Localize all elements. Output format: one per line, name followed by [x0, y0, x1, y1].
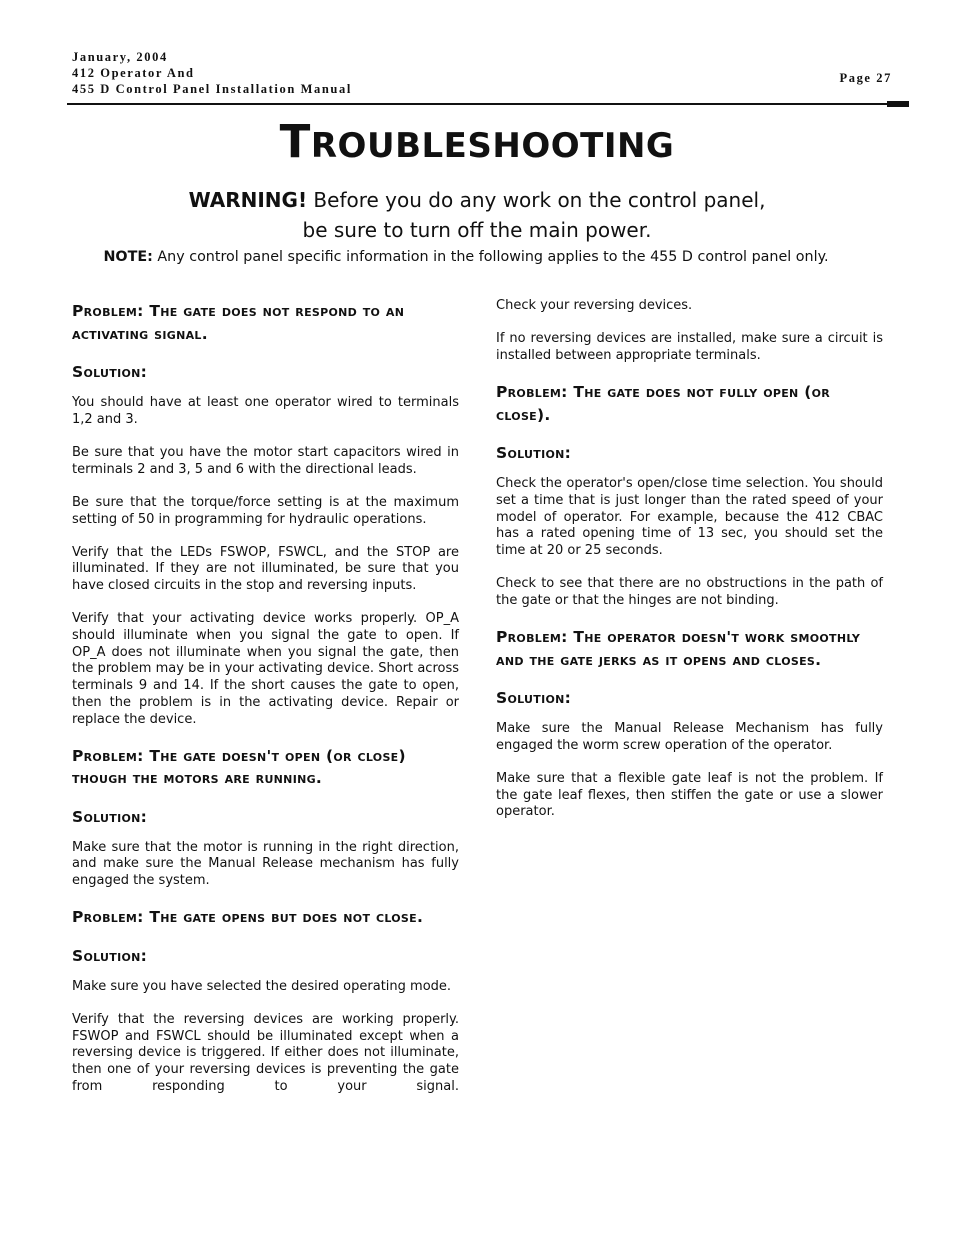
solution-paragraph: Make sure you have selected the desired operating mode.: [72, 978, 452, 994]
solution-paragraph: Verify that the reversing devices are working properly. FSWOP and FSWCL should be illuminated except when a reversing device is triggered. If either does not illuminate, then one of your reversing devices is preventing the gate from responding to your signal.: [72, 1012, 459, 1094]
solution-heading: Solution:: [496, 689, 572, 708]
header-manual-title: 455 D Control Panel Installation Manual: [72, 82, 352, 96]
solution-paragraph: You should have at least one operator wired to terminals 1,2 and 3.: [72, 395, 459, 427]
right-column: [496, 298, 883, 838]
solution-heading: Solution:: [496, 444, 572, 463]
header-rule: [67, 103, 887, 105]
warning-box: [0, 185, 954, 245]
page-number: Page 27: [839, 71, 892, 85]
solution-paragraph: Check the operator's open/close time selection. You should set a time that is just longer than the rated speed of your model of operator. For example, because the 412 CBAC has a rated opening time of 13 sec, you should set the time at 20 or 25 seconds.: [496, 476, 883, 558]
title-initial: T: [279, 115, 311, 168]
solution-paragraph: If no reversing devices are installed, make sure a circuit is installed between appropriate terminals.: [496, 331, 883, 363]
solution-paragraph: Be sure that the torque/force setting is at the maximum setting of 50 in programming for hydraulic operations.: [72, 494, 459, 527]
warning-label: WARNING!: [188, 188, 308, 212]
solution-paragraph: Make sure the Manual Release Mechanism has fully engaged the worm screw operation of the operator.: [496, 721, 883, 753]
page-title: [0, 112, 954, 176]
problem-heading: Problem: The gate doesn't open (or close) though the motors are running.: [72, 746, 406, 788]
problem-heading: Problem: The operator doesn't work smoothly and the gate jerks as it opens and closes.: [496, 628, 861, 669]
header-product: 412 Operator And: [72, 66, 195, 80]
solution-paragraph: Be sure that you have the motor start capacitors wired in terminals 2 and 3, 5 and 6 with the directional leads.: [72, 444, 459, 477]
running-header: [72, 49, 352, 97]
solution-heading: Solution:: [72, 946, 148, 965]
solution-paragraph: Make sure that the motor is running in the right direction, and make sure the Manual Release mechanism has fully engaged the system.: [72, 839, 459, 889]
warning-text-2: be sure to turn off the main power.: [302, 218, 652, 242]
note-text: Any control panel specific information in the following applies to the 455 D control panel only.: [152, 249, 829, 265]
solution-heading: Solution:: [72, 363, 148, 381]
problem-heading: Problem: The gate does not fully open (or close).: [496, 383, 831, 424]
problem-heading: Problem: The gate opens but does not close.: [72, 908, 424, 927]
solution-paragraph: Make sure that a flexible gate leaf is not the problem. If the gate leaf flexes, then stiffen the gate or use a slower operator.: [496, 770, 883, 820]
note: [0, 247, 932, 267]
solution-paragraph: Check to see that there are no obstructions in the path of the gate or that the hinges are not binding.: [496, 576, 883, 608]
warning-text-1: Before you do any work on the control panel,: [307, 188, 766, 212]
note-label: NOTE:: [103, 249, 153, 265]
solution-heading: Solution:: [72, 807, 148, 826]
left-column: [72, 300, 459, 1112]
problem-heading: Problem: The gate does not respond to an activating signal.: [72, 302, 405, 343]
header-rule-end: [887, 101, 909, 107]
header-date: January, 2004: [72, 50, 168, 64]
solution-paragraph: Verify that the LEDs FSWOP, FSWCL, and the STOP are illuminated. If they are not illuminated, be sure that you have closed circuits in the stop and reversing inputs.: [72, 544, 459, 594]
solution-paragraph: Verify that your activating device works properly. OP_A should illuminate when you signal the gate to open. If OP_A does not illuminate when you signal the gate, then the problem may be in your activating device. Short across terminals 9 and 14. If the short causes the gate to open, then the problem is in the activating device. Repair or replace the device.: [72, 611, 459, 727]
title-rest: ROUBLESHOOTING: [310, 126, 675, 166]
solution-paragraph: Check your reversing devices.: [496, 298, 693, 313]
